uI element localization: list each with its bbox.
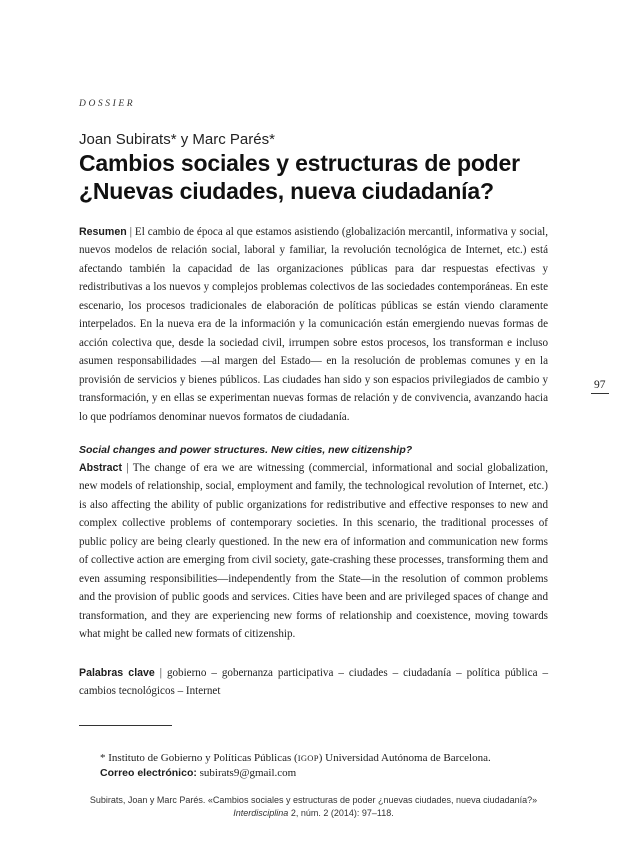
citation-journal: Interdisciplina bbox=[233, 807, 289, 818]
footnote-marker: * bbox=[100, 752, 106, 764]
footnote-rule bbox=[79, 725, 172, 726]
citation-line-2 bbox=[0, 807, 627, 820]
abstract-text: The change of era we are witnessing (commercial, informational and social globalization, new models of relationship, social, employment and family, the technological revolution of Internet, etc.) is also affecting the ability of public organizations for redistributive and effective responses to new and complex collective problems of contemporary societies. In this scenario, the traditional processes of public policy are being clearly questioned. In the new era of information and communication new forms of collective action are emerging from civil society, gate-crashing these processes, transforming them and even assuming responsibilities—independently from the State—in the resolution of common problems and the provision of public goods and services. Cities have been and are privileged spaces of change and transformation, and they are experiencing new forms of relationship and coexistence, moving towards what might be called new formats of citizenship. bbox=[79, 462, 548, 641]
footnote-institute-a: Instituto de Gobierno y Políticas Públicas ( bbox=[108, 752, 298, 764]
email-label: Correo electrónico: bbox=[100, 767, 197, 779]
title-line-1: Cambios sociales y estructuras de poder bbox=[79, 150, 520, 176]
footnote-institute-b: ) Universidad Autónoma de Barcelona. bbox=[318, 752, 491, 764]
authors: Joan Subirats* y Marc Parés* bbox=[79, 131, 275, 148]
page-number: 97 bbox=[591, 378, 609, 394]
title-line-2: ¿Nuevas ciudades, nueva ciudadanía? bbox=[79, 177, 494, 204]
english-title: Social changes and power structures. New cities, new citizenship? bbox=[79, 444, 413, 456]
footnote-affiliation bbox=[100, 752, 491, 764]
email-address[interactable]: subirats9@gmail.com bbox=[199, 767, 297, 779]
section-label: DOSSIER bbox=[79, 99, 136, 109]
resumen-label: Resumen bbox=[79, 226, 127, 238]
abstract-paragraph: Abstract | The change of era we are witnessing (commercial, informational and social globalization, new models of relationship, social, employment and family, the technological revolution of Internet, etc.) is also affecting the ability of public organizations for redistributive and effective responses to new and complex collective problems of contemporary societies. In this scenario, the traditional processes of public policy are being clearly questioned. In the new era of information and communication new forms of collective action are emerging from civil society, gate-crashing these processes, transforming them and even assuming responsibilities—independently from the State—in the resolution of common problems and the provision of public goods and services. Cities have been and are privileged spaces of change and transformation, and they are experiencing new forms of relationship and coexistence, moving towards what might be called new formats of citizenship. bbox=[79, 462, 548, 641]
keywords-text: gobierno – gobernanza participativa – ciudades – ciudadanía – política pública – cambios tecnológicos – Internet bbox=[79, 667, 548, 698]
citation-details: 2, núm. 2 (2014): 97–118. bbox=[288, 807, 394, 818]
footnote-email bbox=[100, 767, 296, 779]
article-title bbox=[79, 150, 599, 205]
citation-line-1: Subirats, Joan y Marc Parés. «Cambios sociales y estructuras de poder ¿nuevas ciudades, nueva ciudadanía?» bbox=[89, 795, 538, 805]
resumen-text: El cambio de época al que estamos asistiendo (globalización mercantil, informativa y social, nuevos modelos de relación social, laboral y familiar, la revolución tecnológica de Internet, etc.) está afectando también la capacidad de las organizaciones públicas para dar respuestas efectivas y redistributivas a los nuevos y complejos problemas colectivos de las sociedades contemporáneas. En este escenario, los procesos tradicionales de elaboración de políticas públicas se están viendo claramente interpelados. En la nueva era de la información y la comunicación están emergiendo nuevas formas de acción colectiva que, desde la sociedad civil, irrumpen sobre estos procesos, los transforman e incluso asumen responsabilidades —al margen del Estado— en la resolución de problemas comunes y en la provisión de servicios y bienes públicos. Las ciudades han sido y son espacios privilegiados de cambio y transformación, y en ellas se experimentan nuevas formas de relación y de convivencia, avanzando hacia lo que podríamos denominar nuevos formatos de ciudadanía. bbox=[79, 226, 548, 423]
keywords-label: Palabras clave bbox=[79, 667, 155, 679]
footnote-acronym: IGOP bbox=[297, 753, 319, 763]
citation bbox=[0, 794, 627, 819]
resumen-paragraph: Resumen | El cambio de época al que estamos asistiendo (globalización mercantil, informativa y social, nuevos modelos de relación social, laboral y familiar, la revolución tecnológica de Internet, etc.) está afectando también la capacidad de las organizaciones públicas para dar respuestas efectivas y redistributivas a los nuevos y complejos problemas colectivos de las sociedades contemporáneas. En este escenario, los procesos tradicionales de elaboración de políticas públicas se están viendo claramente interpelados. En la nueva era de la información y la comunicación están emergiendo nuevas formas de acción colectiva que, desde la sociedad civil, irrumpen sobre estos procesos, los transforman e incluso asumen responsabilidades —al margen del Estado— en la resolución de problemas comunes y en la provisión de servicios y bienes públicos. Las ciudades han sido y son espacios privilegiados de cambio y transformación, y en ellas se experimentan nuevas formas de relación y de convivencia, avanzando hacia lo que podríamos denominar nuevos formatos de ciudadanía. bbox=[79, 226, 548, 423]
keywords-paragraph: Palabras clave | gobierno – gobernanza participativa – ciudades – ciudadanía – política pública – cambios tecnológicos – Internet bbox=[79, 667, 548, 698]
abstract-label: Abstract bbox=[79, 462, 122, 474]
